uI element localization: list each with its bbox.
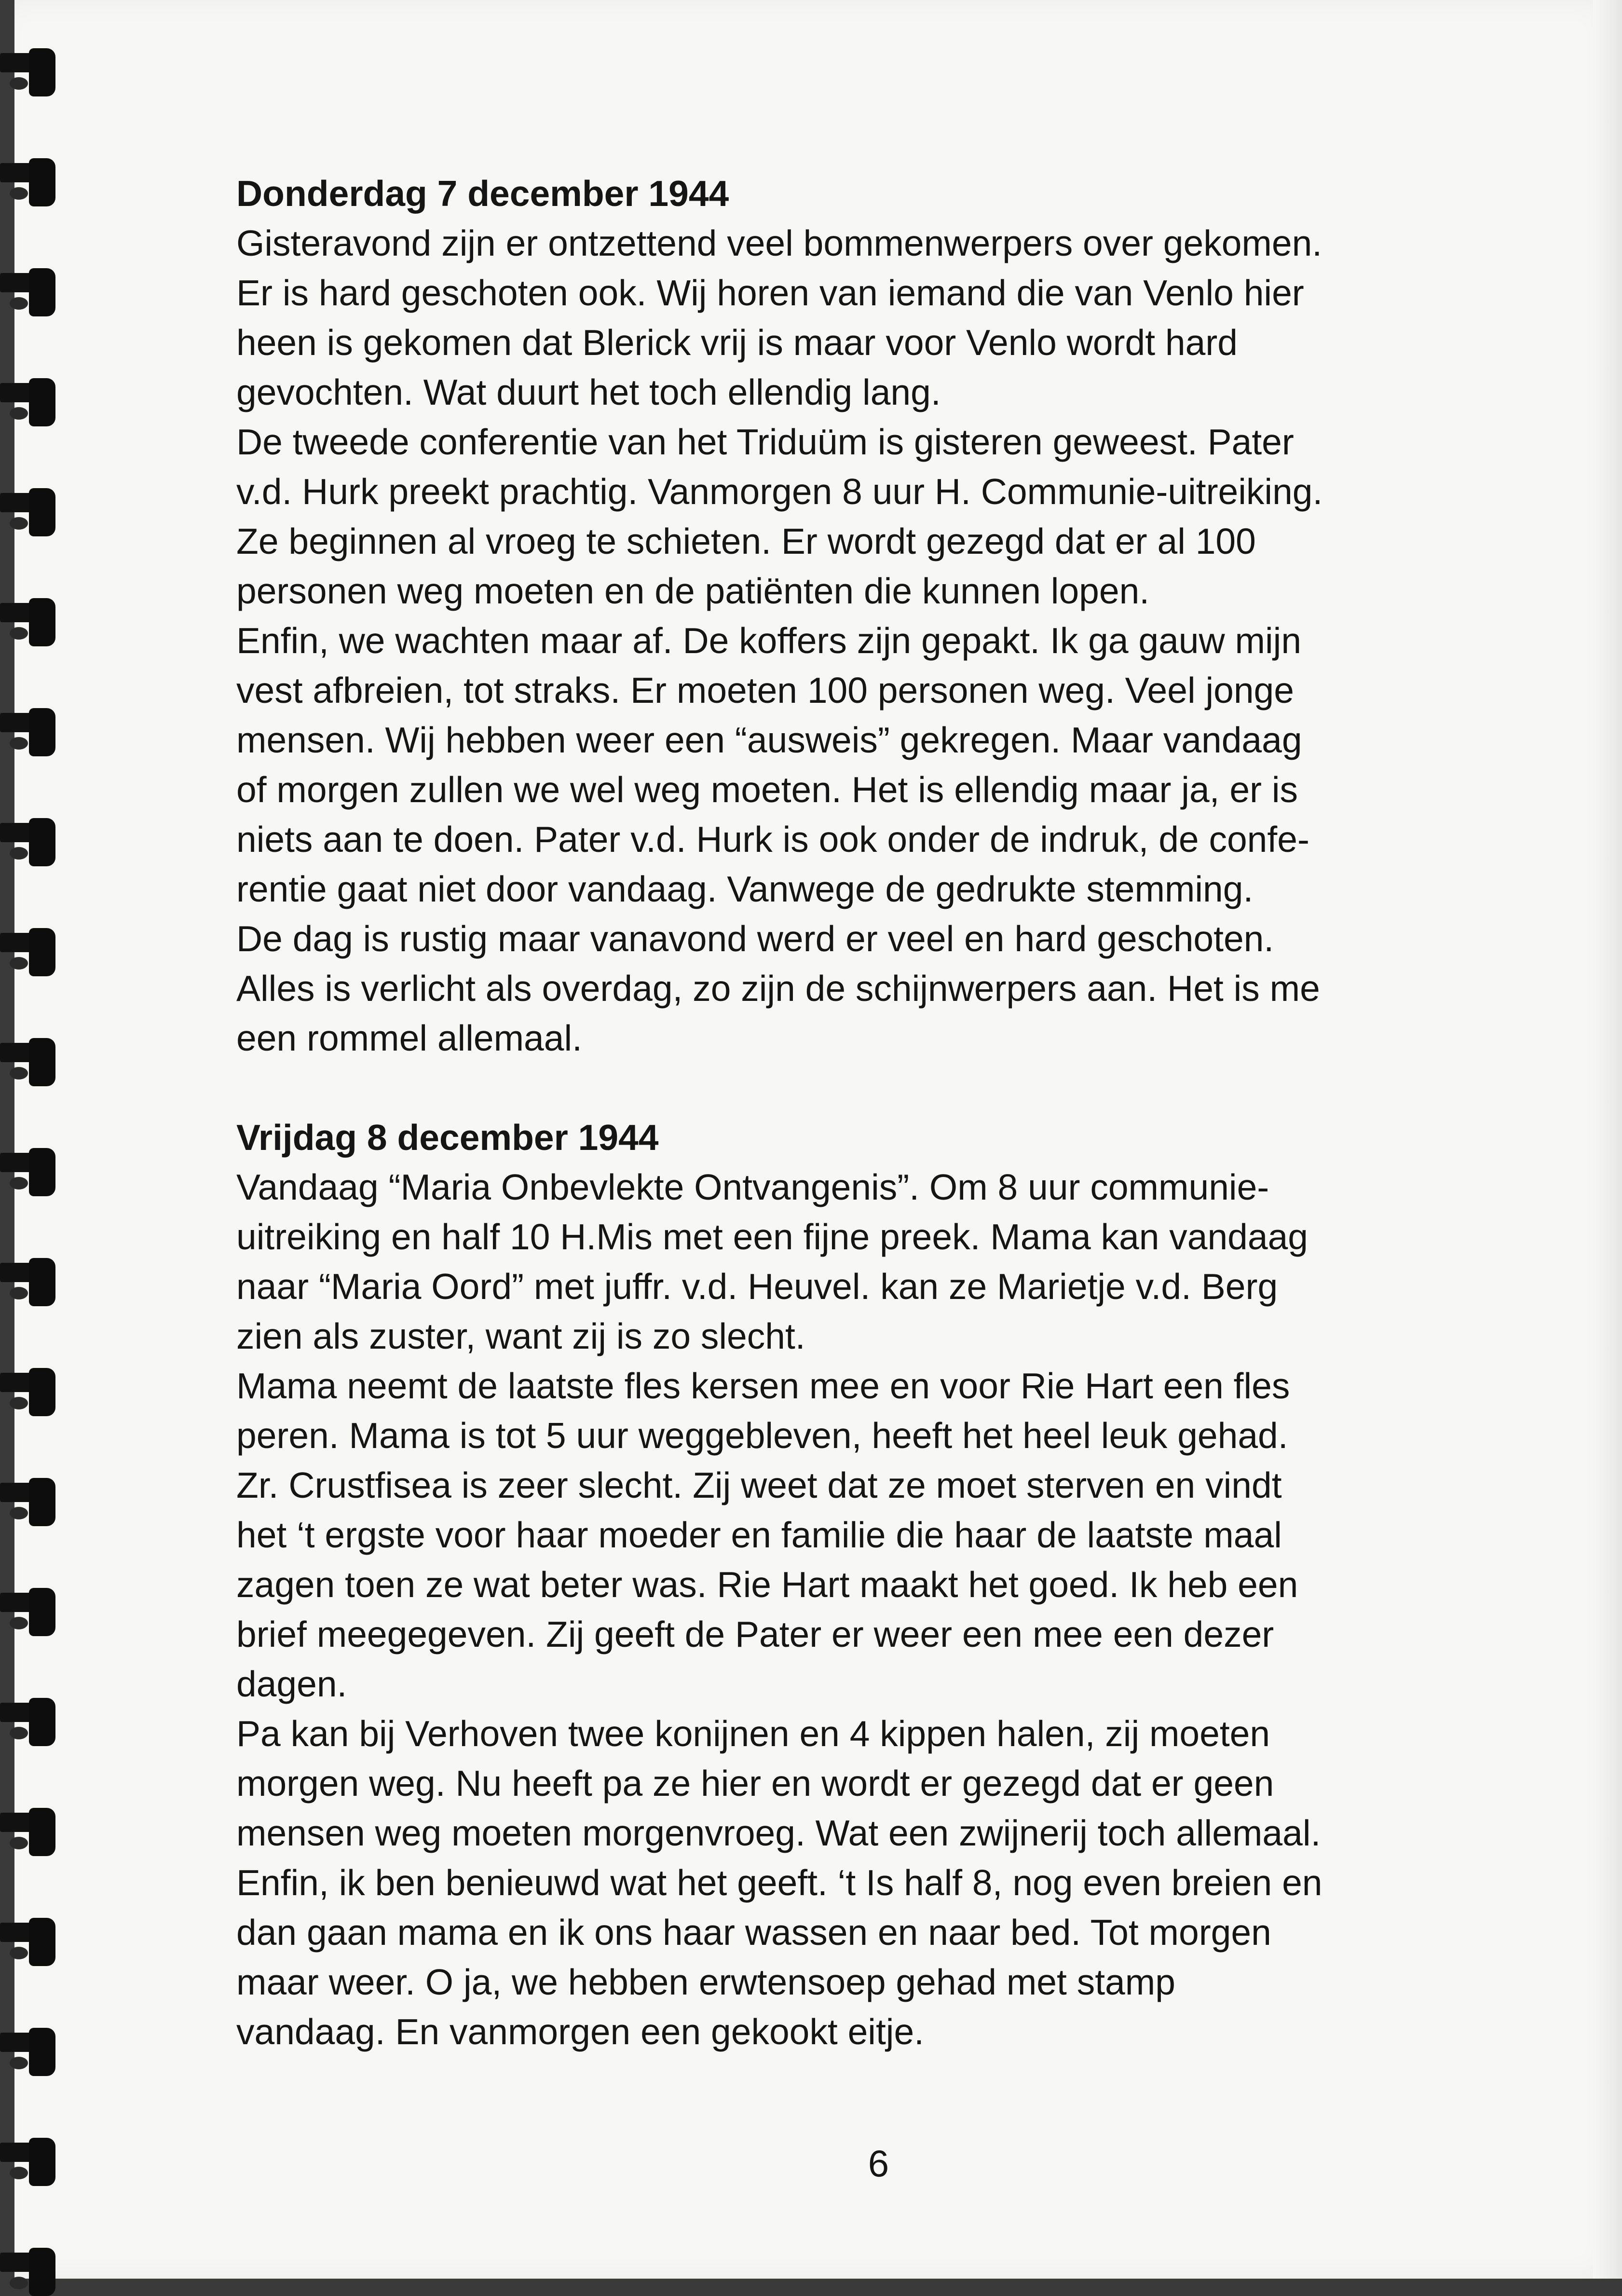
- text-line: mensen weg moeten morgenvroeg. Wat een zwijnerij toch allemaal.: [236, 1813, 1321, 1853]
- binding-ring: [0, 703, 63, 756]
- text-line: maar weer. O ja, we hebben erwtensoep gehad met stamp: [236, 1962, 1175, 2002]
- text-line: Enfin, we wachten maar af. De koffers zijn gepakt. Ik ga gauw mijn: [236, 620, 1302, 661]
- notebook-page: [14, 0, 1622, 2279]
- text-line: Alles is verlicht als overdag, zo zijn de schijnwerpers aan. Het is me: [236, 968, 1320, 1009]
- text-line: rentie gaat niet door vandaag. Vanwege de gedrukte stemming.: [236, 869, 1254, 909]
- page-edge: [1593, 0, 1622, 2279]
- text-line: uitreiking en half 10 H.Mis met een fijne preek. Mama kan vandaag: [236, 1216, 1309, 1257]
- text-line: Ze beginnen al vroeg te schieten. Er wordt gezegd dat er al 100: [236, 521, 1256, 561]
- text-line: zagen toen ze wat beter was. Rie Hart maakt het goed. Ik heb een: [236, 1564, 1298, 1605]
- text-line: morgen weg. Nu heeft pa ze hier en wordt er gezegd dat er geen: [236, 1763, 1274, 1804]
- entry-title: Donderdag 7 december 1944: [236, 173, 729, 214]
- text-line: vandaag. En vanmorgen een gekookt eitje.: [236, 2011, 924, 2052]
- binding-ring: [0, 813, 63, 866]
- text-line: brief meegegeven. Zij geeft de Pater er weer een mee een dezer: [236, 1614, 1274, 1654]
- text-line: peren. Mama is tot 5 uur weggebleven, heeft het heel leuk gehad.: [236, 1415, 1288, 1456]
- entry-title: Vrijdag 8 december 1944: [236, 1117, 659, 1158]
- text-line: De dag is rustig maar vanavond werd er veel en hard geschoten.: [236, 918, 1274, 959]
- binding-ring: [0, 923, 63, 976]
- binding-ring: [0, 1473, 63, 1526]
- binding-ring: [0, 1693, 63, 1746]
- text-line: De tweede conferentie van het Triduüm is gisteren geweest. Pater: [236, 422, 1294, 462]
- text-line: vest afbreien, tot straks. Er moeten 100 personen weg. Veel jonge: [236, 670, 1294, 711]
- spiral-binding: [0, 0, 72, 2279]
- page-number: 6: [868, 2142, 889, 2185]
- text-line: gevochten. Wat duurt het toch ellendig lang.: [236, 372, 941, 412]
- text-line: Vandaag “Maria Onbevlekte Ontvangenis”. Om 8 uur communie-: [236, 1167, 1269, 1207]
- text-line: Enfin, ik ben benieuwd wat het geeft. ‘t Is half 8, nog even breien en: [236, 1862, 1322, 1903]
- diary-content: [236, 169, 1548, 2057]
- binding-ring: [0, 593, 63, 646]
- text-line: niets aan te doen. Pater v.d. Hurk is ook onder de indruk, de confe-: [236, 819, 1309, 860]
- text-line: het ‘t ergste voor haar moeder en familie die haar de laatste maal: [236, 1515, 1282, 1555]
- binding-ring: [0, 263, 63, 316]
- text-line: of morgen zullen we wel weg moeten. Het is ellendig maar ja, er is: [236, 769, 1298, 810]
- text-line: mensen. Wij hebben weer een “ausweis” gekregen. Maar vandaag: [236, 720, 1302, 760]
- binding-ring: [0, 2243, 63, 2296]
- text-line: heen is gekomen dat Blerick vrij is maar voor Venlo wordt hard: [236, 322, 1238, 363]
- binding-ring: [0, 1803, 63, 1856]
- binding-ring: [0, 483, 63, 536]
- binding-ring: [0, 43, 63, 96]
- text-line: naar “Maria Oord” met juffr. v.d. Heuvel. kan ze Marietje v.d. Berg: [236, 1266, 1278, 1307]
- binding-ring: [0, 1033, 63, 1086]
- diary-entry: [236, 169, 1548, 1063]
- binding-ring: [0, 1253, 63, 1306]
- diary-entry: [236, 1113, 1548, 2057]
- text-line: een rommel allemaal.: [236, 1018, 582, 1058]
- text-line: dagen.: [236, 1664, 347, 1704]
- text-line: v.d. Hurk preekt prachtig. Vanmorgen 8 uur H. Communie-uitreiking.: [236, 471, 1323, 512]
- binding-ring: [0, 153, 63, 206]
- text-line: Gisteravond zijn er ontzettend veel bommenwerpers over gekomen.: [236, 223, 1322, 263]
- binding-ring: [0, 1363, 63, 1416]
- binding-ring: [0, 1583, 63, 1636]
- text-line: dan gaan mama en ik ons haar wassen en naar bed. Tot morgen: [236, 1912, 1271, 1953]
- text-line: Zr. Crustfisea is zeer slecht. Zij weet dat ze moet sterven en vindt: [236, 1465, 1282, 1505]
- binding-ring: [0, 1913, 63, 1966]
- text-line: zien als zuster, want zij is zo slecht.: [236, 1316, 805, 1356]
- text-line: personen weg moeten en de patiënten die kunnen lopen.: [236, 571, 1150, 611]
- text-line: Mama neemt de laatste fles kersen mee en voor Rie Hart een fles: [236, 1366, 1290, 1406]
- binding-ring: [0, 373, 63, 426]
- binding-ring: [0, 2023, 63, 2076]
- text-line: Er is hard geschoten ook. Wij horen van iemand die van Venlo hier: [236, 273, 1304, 313]
- text-line: Pa kan bij Verhoven twee konijnen en 4 kippen halen, zij moeten: [236, 1713, 1270, 1754]
- binding-ring: [0, 1143, 63, 1196]
